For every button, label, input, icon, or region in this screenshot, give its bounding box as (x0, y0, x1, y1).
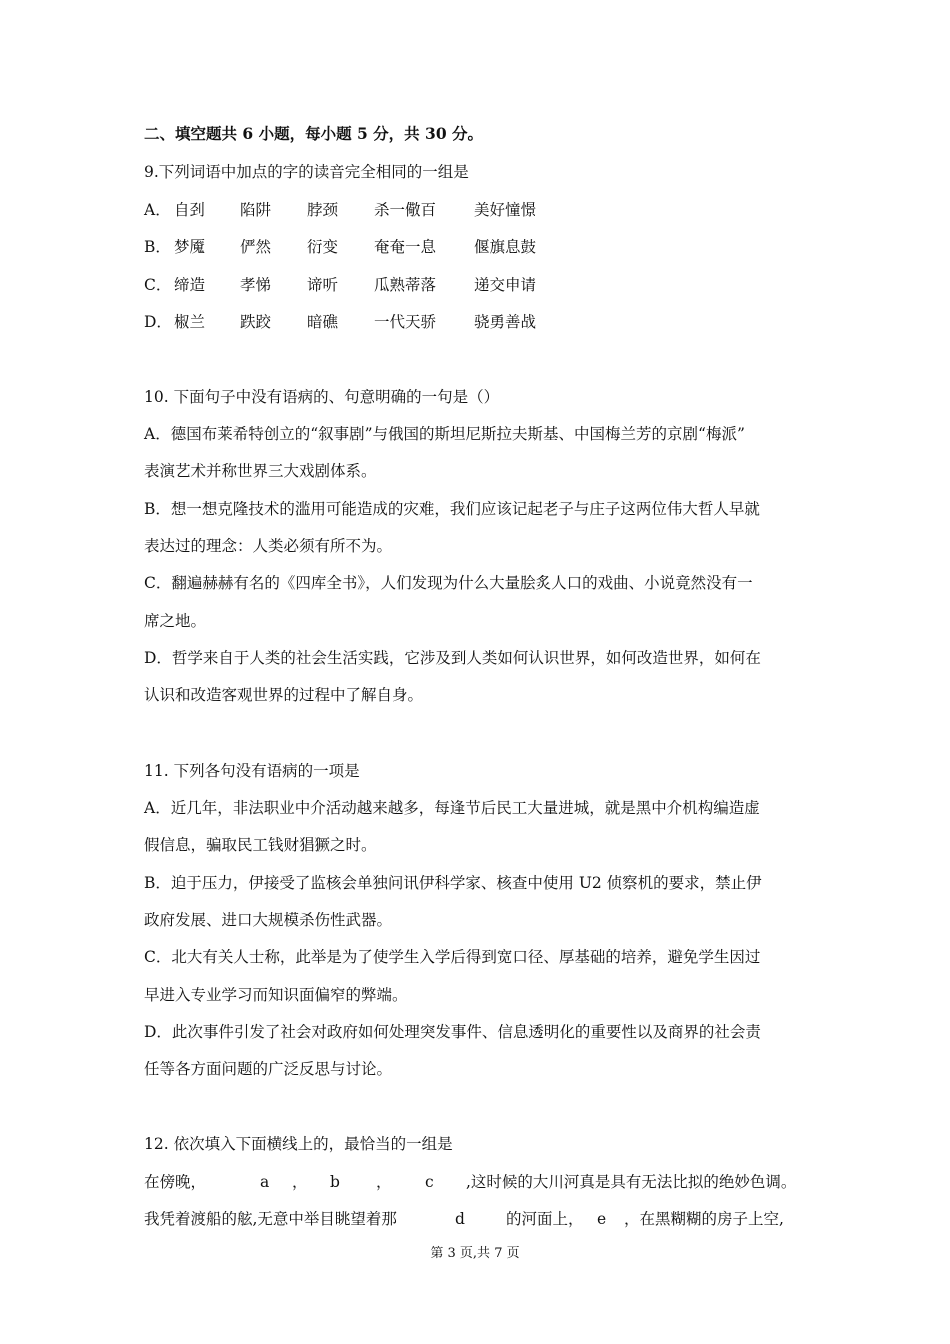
option-word: 自刭 (174, 201, 206, 219)
option-word: 杀一儆百 (374, 201, 437, 219)
q12-text: 在傍晚， (144, 1173, 207, 1191)
q11-line: B．迫于压力，伊接受了监核会单独问讯伊科学家、核查中使用 U2 侦察机的要求，禁止伊 (144, 874, 762, 892)
option-word: 暗礁 (307, 313, 339, 331)
q12-text: ， (376, 1173, 392, 1191)
option-word: 奄奄一息 (374, 238, 437, 256)
q10-line: D．哲学来自于人类的社会生活实践，它涉及到人类如何认识世界，如何改造世界，如何在 (144, 649, 761, 667)
q9-option-d (144, 312, 844, 332)
option-word: 瓜熟蒂落 (374, 276, 437, 294)
q10-line: 表达过的理念：人类必须有所不为。 (144, 537, 393, 555)
option-word: 脖颈 (307, 201, 339, 219)
q12-text: 的河面上， (506, 1210, 584, 1228)
blank-e: e (597, 1210, 607, 1228)
option-word: 一代天骄 (374, 313, 437, 331)
option-label: B． (144, 238, 171, 256)
option-word: 俨然 (240, 238, 272, 256)
option-label: C． (144, 276, 172, 294)
blank-a: a (260, 1173, 270, 1191)
q9-option-a (144, 200, 844, 220)
option-label: D． (144, 313, 172, 331)
q11-line: A．近几年，非法职业中介活动越来越多，每逢节后民工大量进城，就是黑中介机构编造虚 (144, 799, 760, 817)
q12-text: ,这时候的大川河真是具有无法比拟的绝妙色调。 (466, 1173, 797, 1191)
q11-stem: 11. 下列各句没有语病的一项是 (144, 762, 360, 780)
q11-line: 任等各方面问题的广泛反思与讨论。 (144, 1060, 393, 1078)
option-word: 跌跤 (240, 313, 272, 331)
page-footer: 第 3 页,共 7 页 (430, 1246, 520, 1261)
option-label: A． (144, 201, 171, 219)
q10-line: 席之地。 (144, 612, 207, 630)
q12-line-2 (144, 1209, 824, 1229)
option-word: 递交申请 (474, 276, 537, 294)
q11-line: 假信息，骗取民工钱财猖獗之时。 (144, 836, 377, 854)
q12-stem: 12. 依次填入下面横线上的，最恰当的一组是 (144, 1135, 453, 1153)
option-word: 陷阱 (240, 201, 272, 219)
q10-stem: 10. 下面句子中没有语病的、句意明确的一句是（） (144, 388, 500, 406)
blank-b: b (330, 1173, 340, 1191)
option-word: 梦魇 (174, 238, 206, 256)
option-word: 偃旗息鼓 (474, 238, 537, 256)
blank-c: c (425, 1173, 434, 1191)
option-word: 衍变 (307, 238, 339, 256)
q10-line: A．德国布莱希特创立的“叙事剧”与俄国的斯坦尼斯拉夫斯基、中国梅兰芳的京剧“梅派” (144, 425, 745, 443)
q11-line: C．北大有关人士称，此举是为了使学生入学后得到宽口径、厚基础的培养，避免学生因过 (144, 948, 761, 966)
q9-stem: 9.下列词语中加点的字的读音完全相同的一组是 (144, 163, 469, 181)
q10-line: 认识和改造客观世界的过程中了解自身。 (144, 686, 424, 704)
q12-text: ， (292, 1173, 308, 1191)
option-word: 缔造 (174, 276, 206, 294)
option-word: 孝悌 (240, 276, 272, 294)
section-header: 二、填空题共 6 小题，每小题 5 分，共 30 分。 (144, 124, 484, 143)
q11-line: D．此次事件引发了社会对政府如何处理突发事件、信息透明化的重要性以及商界的社会责 (144, 1023, 761, 1041)
q9-option-b (144, 237, 844, 257)
option-word: 美好憧憬 (474, 201, 537, 219)
q10-line: 表演艺术并称世界三大戏剧体系。 (144, 462, 377, 480)
q12-line-1 (144, 1172, 824, 1192)
q10-line: B．想一想克隆技术的滥用可能造成的灾难，我们应该记起老子与庄子这两位伟大哲人早就 (144, 500, 760, 518)
q11-line: 政府发展、进口大规模杀伤性武器。 (144, 911, 393, 929)
q12-text: 我凭着渡船的舷,无意中举目眺望着那 (144, 1210, 397, 1228)
q10-line: C．翻遍赫赫有名的《四库全书》，人们发现为什么大量脍炙人口的戏曲、小说竟然没有一 (144, 574, 753, 592)
blank-d: d (455, 1210, 465, 1228)
option-word: 骁勇善战 (474, 313, 537, 331)
q9-option-c (144, 275, 844, 295)
option-word: 椒兰 (174, 313, 206, 331)
q12-text: ，在黑糊糊的房子上空, (624, 1210, 784, 1228)
q11-line: 早进入专业学习而知识面偏窄的弊端。 (144, 986, 408, 1004)
option-word: 谛听 (307, 276, 339, 294)
